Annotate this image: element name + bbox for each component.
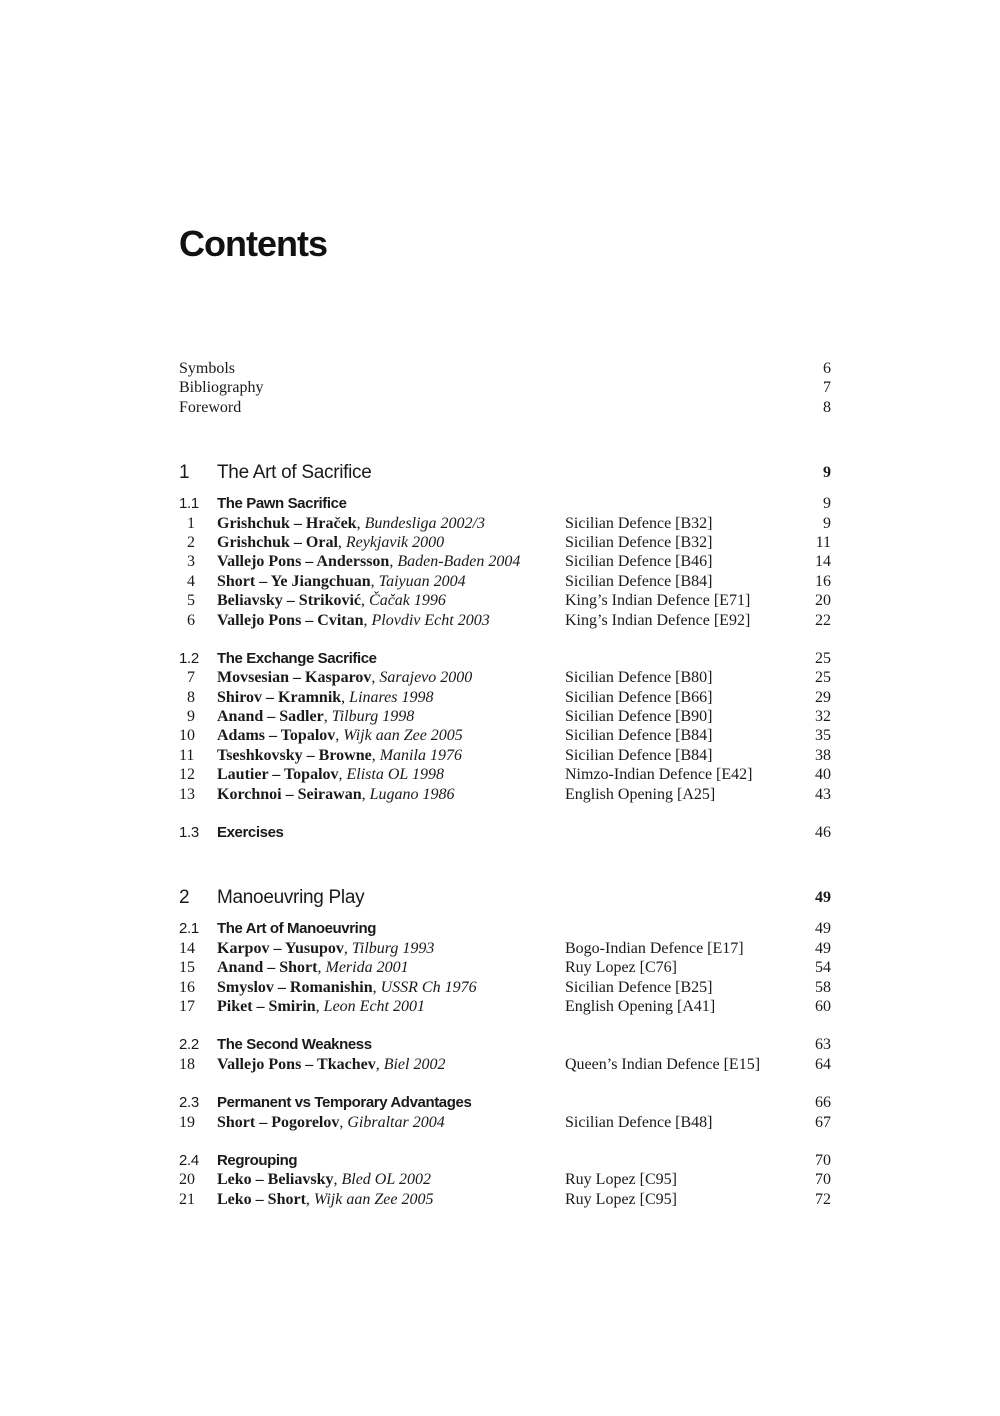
game-page-number: 43	[815, 785, 831, 803]
section-number: 1.3	[179, 824, 199, 842]
chapter-block	[179, 461, 831, 842]
game-players-line	[217, 958, 409, 977]
game-entry[interactable]	[179, 939, 831, 958]
game-page-number: 9	[823, 514, 831, 532]
game-players: Beliavsky – Striković	[217, 592, 362, 610]
game-event: Bled OL 2002	[341, 1171, 431, 1189]
game-opening: King’s Indian Defence [E71]	[565, 592, 751, 610]
game-players: Short – Pogorelov	[217, 1113, 340, 1131]
front-matter	[179, 359, 831, 417]
game-players: Piket – Smirin	[217, 997, 316, 1015]
game-entry[interactable]	[179, 765, 831, 784]
game-opening: Ruy Lopez [C95]	[565, 1171, 677, 1189]
game-event: Elista OL 1998	[346, 766, 445, 784]
section-page-number: 46	[815, 824, 831, 842]
comma-separator: ,	[337, 533, 346, 551]
game-page-number: 49	[815, 939, 831, 957]
comma-separator: ,	[323, 708, 332, 726]
game-opening: Ruy Lopez [C95]	[565, 1190, 677, 1208]
game-number: 17	[179, 997, 195, 1015]
game-entry[interactable]	[179, 591, 831, 610]
chapter-block	[179, 886, 831, 1209]
game-page-number: 58	[815, 978, 831, 996]
game-page-number: 35	[815, 727, 831, 745]
section-number: 1.2	[179, 649, 199, 667]
game-page-number: 38	[815, 746, 831, 764]
game-event: Wijk aan Zee 2005	[343, 727, 463, 745]
section-page-number: 63	[815, 1036, 831, 1054]
game-players: Karpov – Yusupov	[217, 939, 344, 957]
game-event: Sarajevo 2000	[379, 669, 473, 687]
game-number: 19	[179, 1113, 195, 1131]
game-players: Anand – Short	[217, 959, 318, 977]
game-players: Grishchuk – Oral	[217, 533, 338, 551]
game-number: 18	[179, 1055, 195, 1073]
game-players: Vallejo Pons – Tkachev	[217, 1055, 376, 1073]
section-page-number: 9	[823, 495, 831, 513]
section-number: 2.3	[179, 1094, 199, 1112]
game-opening: Sicilian Defence [B84]	[565, 727, 713, 745]
game-players-line	[217, 611, 490, 630]
game-players: Lautier – Topalov	[217, 766, 339, 784]
game-players-line	[217, 1113, 445, 1132]
comma-separator: ,	[372, 978, 381, 996]
chapter-title: Manoeuvring Play	[217, 887, 365, 909]
section-number: 2.2	[179, 1036, 199, 1054]
game-opening: Ruy Lopez [C76]	[565, 959, 677, 977]
comma-separator: ,	[339, 1113, 348, 1131]
section-block	[179, 1151, 831, 1209]
comma-separator: ,	[335, 727, 344, 745]
comma-separator: ,	[361, 592, 370, 610]
game-opening: Sicilian Defence [B84]	[565, 746, 713, 764]
game-event: Wijk aan Zee 2005	[313, 1190, 434, 1208]
section-title: The Pawn Sacrifice	[217, 495, 347, 513]
game-event: Biel 2002	[383, 1055, 446, 1073]
game-players-line	[217, 785, 455, 804]
game-players: Anand – Sadler	[217, 708, 324, 726]
game-page-number: 22	[815, 611, 831, 629]
game-entry[interactable]	[179, 1170, 831, 1189]
game-event: Taiyuan 2004	[378, 572, 466, 590]
game-number: 6	[187, 611, 195, 629]
game-players: Movsesian – Kasparov	[217, 669, 372, 687]
game-event: Leon Echt 2001	[323, 997, 425, 1015]
comma-separator: ,	[389, 553, 398, 571]
game-players-line	[217, 1170, 431, 1189]
game-event: Baden-Baden 2004	[397, 553, 521, 571]
comma-separator: ,	[315, 997, 324, 1015]
game-players-line	[217, 591, 446, 610]
game-number: 21	[179, 1190, 195, 1208]
section-title: The Art of Manoeuvring	[217, 920, 376, 938]
section-number: 1.1	[179, 495, 199, 513]
section-heading[interactable]	[179, 1093, 831, 1112]
game-players-line	[217, 746, 462, 765]
game-opening: Sicilian Defence [B46]	[565, 553, 713, 571]
game-page-number: 67	[815, 1113, 831, 1131]
section-title: The Second Weakness	[217, 1036, 372, 1054]
entry-label: Symbols	[179, 360, 236, 377]
game-event: Lugano 1986	[369, 785, 455, 803]
game-players: Tseshkovsky – Browne	[217, 746, 372, 764]
game-players-line	[217, 707, 414, 726]
game-players: Shirov – Kramnik	[217, 688, 342, 706]
comma-separator: ,	[356, 514, 365, 532]
game-players-line	[217, 572, 466, 591]
game-players-line	[217, 1190, 433, 1209]
game-entry[interactable]	[179, 1190, 831, 1209]
comma-separator: ,	[305, 1190, 314, 1208]
game-entry[interactable]	[179, 978, 831, 997]
section-page-number: 49	[815, 920, 831, 938]
section-page-number: 25	[815, 649, 831, 667]
game-event: Gibraltar 2004	[347, 1113, 445, 1131]
game-event: Manila 1976	[379, 746, 462, 764]
game-entry[interactable]	[179, 746, 831, 765]
game-players: Grishchuk – Hraček	[217, 514, 357, 532]
comma-separator: ,	[338, 766, 347, 784]
chapter-title: The Art of Sacrifice	[217, 462, 372, 484]
game-players-line	[217, 726, 463, 745]
chapter-number: 2	[179, 887, 190, 909]
game-players: Short – Ye Jiangchuan	[217, 572, 371, 590]
section-heading[interactable]	[179, 919, 831, 938]
game-opening: Sicilian Defence [B32]	[565, 533, 713, 551]
game-entry[interactable]	[179, 514, 831, 533]
game-number: 11	[179, 746, 195, 764]
section-title: The Exchange Sacrifice	[217, 649, 377, 667]
game-event: USSR Ch 1976	[380, 978, 477, 996]
entry-label: Foreword	[179, 398, 242, 416]
game-entry[interactable]	[179, 552, 831, 571]
section-number: 2.1	[179, 920, 199, 938]
section-heading[interactable]	[179, 823, 831, 842]
section-heading[interactable]	[179, 1151, 831, 1170]
game-number: 3	[187, 553, 195, 571]
game-number: 13	[179, 785, 195, 803]
game-page-number: 32	[815, 708, 831, 726]
game-page-number: 20	[815, 592, 831, 610]
section-heading[interactable]	[179, 649, 831, 668]
section-block	[179, 823, 831, 842]
game-players-line	[217, 1055, 445, 1074]
game-page-number: 25	[815, 669, 831, 687]
game-number: 14	[179, 939, 195, 957]
comma-separator: ,	[370, 572, 379, 590]
game-number: 10	[179, 727, 195, 745]
game-number: 12	[179, 766, 195, 784]
game-number: 15	[179, 959, 195, 977]
game-opening: English Opening [A25]	[565, 785, 716, 803]
game-entry[interactable]	[179, 688, 831, 707]
game-players-line	[217, 688, 433, 707]
comma-separator: ,	[363, 611, 372, 629]
game-number: 4	[187, 572, 195, 590]
game-players: Vallejo Pons – Cvitan	[217, 611, 364, 629]
front-matter-entry[interactable]	[179, 398, 831, 417]
comma-separator: ,	[341, 688, 350, 706]
chapter-page-number: 49	[815, 889, 831, 907]
section-block	[179, 1093, 831, 1132]
chapter-page-number: 9	[823, 464, 831, 482]
game-entry[interactable]	[179, 997, 831, 1016]
page-number: 6	[823, 360, 831, 377]
game-entry[interactable]	[179, 572, 831, 591]
game-players-line	[217, 939, 434, 958]
game-page-number: 29	[815, 688, 831, 706]
game-players: Korchnoi – Seirawan	[217, 785, 362, 803]
game-players: Leko – Beliavsky	[217, 1171, 334, 1189]
game-opening: Nimzo-Indian Defence [E42]	[565, 766, 753, 784]
game-number: 20	[179, 1171, 195, 1189]
game-page-number: 72	[815, 1190, 831, 1208]
section-heading[interactable]	[179, 494, 831, 513]
game-players: Smyslov – Romanishin	[217, 978, 373, 996]
section-title: Regrouping	[217, 1151, 298, 1169]
game-players: Adams – Topalov	[217, 727, 336, 745]
comma-separator: ,	[333, 1171, 342, 1189]
section-block	[179, 919, 831, 1016]
game-opening: Queen’s Indian Defence [E15]	[565, 1055, 761, 1073]
chapter-heading[interactable]	[179, 461, 831, 485]
game-players-line	[217, 552, 520, 571]
game-page-number: 54	[815, 959, 831, 977]
page-number: 7	[823, 379, 831, 397]
comma-separator: ,	[375, 1055, 384, 1073]
table-of-contents	[179, 359, 831, 1209]
game-page-number: 70	[815, 1171, 831, 1189]
section-title: Exercises	[217, 824, 284, 842]
game-page-number: 60	[815, 997, 831, 1015]
comma-separator: ,	[361, 785, 370, 803]
game-players: Leko – Short	[217, 1190, 306, 1208]
page-number: 8	[823, 398, 831, 416]
game-number: 2	[187, 533, 195, 551]
game-number: 8	[187, 688, 195, 706]
game-entry[interactable]	[179, 533, 831, 552]
comma-separator: ,	[371, 746, 380, 764]
game-entry[interactable]	[179, 726, 831, 745]
game-entry[interactable]	[179, 668, 831, 687]
game-entry[interactable]	[179, 785, 831, 804]
game-entry[interactable]	[179, 1113, 831, 1132]
game-opening: Sicilian Defence [B66]	[565, 688, 713, 706]
section-heading[interactable]	[179, 1035, 831, 1054]
game-players-line	[217, 514, 485, 533]
game-event: Čačak 1996	[369, 592, 446, 610]
game-opening: Sicilian Defence [B90]	[565, 708, 713, 726]
game-page-number: 64	[815, 1055, 831, 1073]
page-title: Contents	[179, 223, 327, 264]
game-players-line	[217, 668, 472, 687]
game-opening: Sicilian Defence [B80]	[565, 669, 713, 687]
game-event: Bundesliga 2002/3	[364, 514, 485, 532]
game-players-line	[217, 997, 425, 1016]
game-number: 1	[187, 514, 195, 532]
chapter-heading[interactable]	[179, 886, 831, 910]
section-title: Permanent vs Temporary Advantages	[217, 1094, 472, 1112]
game-number: 5	[187, 592, 195, 610]
game-opening: Bogo-Indian Defence [E17]	[565, 939, 744, 957]
game-event: Merida 2001	[325, 959, 409, 977]
game-number: 9	[187, 708, 195, 726]
game-opening: Sicilian Defence [B32]	[565, 514, 713, 532]
section-number: 2.4	[179, 1151, 199, 1169]
game-opening: Sicilian Defence [B48]	[565, 1113, 713, 1131]
comma-separator: ,	[343, 939, 352, 957]
game-page-number: 11	[815, 533, 831, 551]
game-entry[interactable]	[179, 611, 831, 630]
game-entry[interactable]	[179, 707, 831, 726]
section-page-number: 70	[815, 1151, 831, 1169]
section-block	[179, 649, 831, 804]
game-entry[interactable]	[179, 1055, 831, 1074]
game-players-line	[217, 533, 444, 552]
game-event: Linares 1998	[349, 688, 434, 706]
game-opening: Sicilian Defence [B25]	[565, 978, 713, 996]
game-page-number: 14	[815, 553, 831, 571]
game-event: Tilburg 1998	[331, 708, 415, 726]
section-block	[179, 494, 831, 630]
game-event: Reykjavik 2000	[345, 533, 445, 551]
comma-separator: ,	[317, 959, 326, 977]
game-opening: King’s Indian Defence [E92]	[565, 611, 751, 629]
game-event: Plovdiv Echt 2003	[371, 611, 490, 629]
front-matter-entry[interactable]	[179, 378, 831, 397]
game-entry[interactable]	[179, 958, 831, 977]
game-opening: English Opening [A41]	[565, 997, 716, 1015]
game-players-line	[217, 978, 477, 997]
game-page-number: 40	[815, 766, 831, 784]
chapter-number: 1	[179, 462, 190, 484]
front-matter-entry[interactable]	[179, 359, 831, 378]
game-number: 7	[187, 669, 195, 687]
game-event: Tilburg 1993	[351, 939, 435, 957]
section-page-number: 66	[815, 1094, 831, 1112]
game-players: Vallejo Pons – Andersson	[217, 553, 390, 571]
game-page-number: 16	[815, 572, 831, 590]
game-opening: Sicilian Defence [B84]	[565, 572, 713, 590]
game-number: 16	[179, 978, 195, 996]
entry-label: Bibliography	[179, 379, 264, 397]
game-players-line	[217, 765, 444, 784]
comma-separator: ,	[371, 669, 380, 687]
section-block	[179, 1035, 831, 1074]
